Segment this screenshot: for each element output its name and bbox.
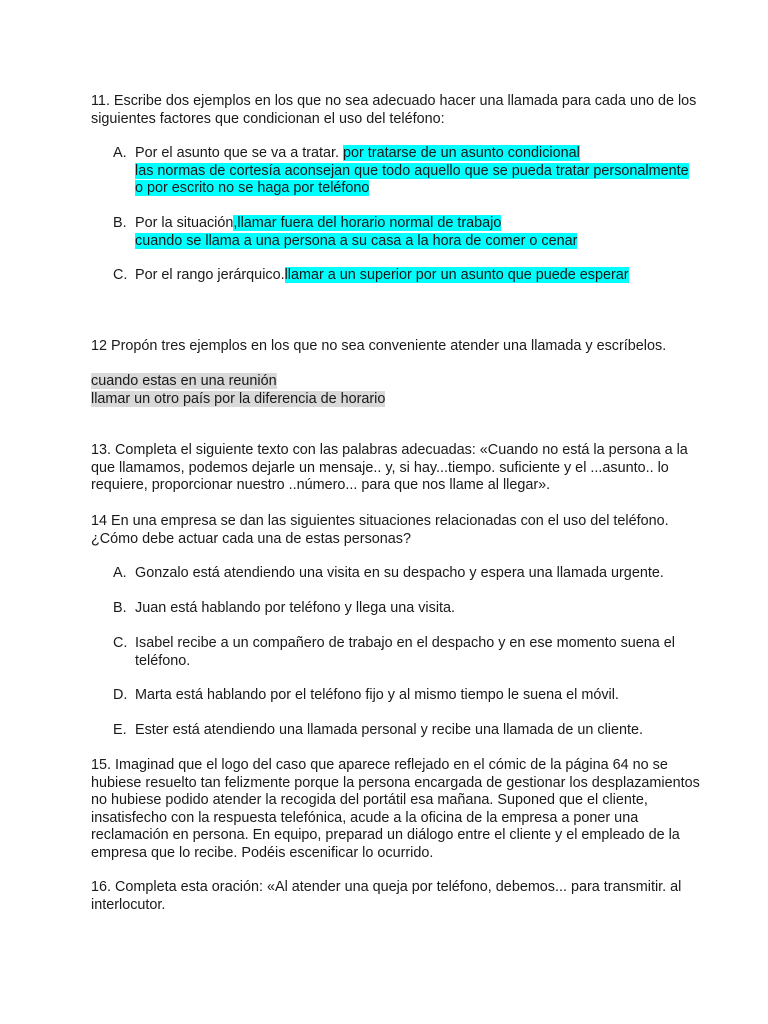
list-marker: D. <box>113 687 128 703</box>
list-marker: B. <box>113 600 127 616</box>
item-text: Por el rango jerárquico. <box>135 267 285 283</box>
list-marker: B. <box>113 215 127 231</box>
question-12-answers <box>91 373 691 408</box>
item-text: Juan está hablando por teléfono y llega una visita. <box>135 600 456 616</box>
list-marker: A. <box>113 565 127 581</box>
highlighted-answer: las normas de cortesía aconsejan que todo aquello que se pueda tratar personalmente <box>135 162 689 179</box>
list-marker: E. <box>113 722 127 738</box>
list-marker: C. <box>113 635 128 651</box>
question-14 <box>91 513 691 548</box>
list-marker: A. <box>113 145 127 161</box>
highlighted-answer: por tratarse de un asunto condicional <box>343 145 580 161</box>
question-13 <box>91 442 691 495</box>
question-15 <box>91 757 700 862</box>
question-15-line-4: insatisfecho con la respuesta telefónica, acude a la oficina de la empresa a poner una <box>91 809 639 826</box>
question-14-line-1: 14 En una empresa se dan las siguientes situaciones relacionadas con el uso del teléfono. <box>91 513 669 529</box>
question-12-line-1: 12 Propón tres ejemplos en los que no sea conveniente atender una llamada y escríbelos. <box>91 338 667 354</box>
highlighted-answer: ,llamar fuera del horario normal de trabajo <box>233 215 502 231</box>
item-text: Ester está atendiendo una llamada personal y recibe una llamada de un cliente. <box>135 722 644 738</box>
item-text: Por el asunto que se va a tratar. <box>135 145 343 161</box>
item-text: Gonzalo está atendiendo una visita en su despacho y espera una llamada urgente. <box>135 565 664 581</box>
question-15-line-1: 15. Imaginad que el logo del caso que aparece reflejado en el cómic de la página 64 no se <box>91 757 668 773</box>
question-16-line-2: interlocutor. <box>91 896 166 913</box>
item-text: Por la situación <box>135 215 234 231</box>
list-marker: C. <box>113 267 128 283</box>
question-11-line-1: 11. Escribe dos ejemplos en los que no sea adecuado hacer una llamada para cada uno de los <box>91 93 697 109</box>
question-15-line-3: no hubiese podido atender la recogida del portátil esa mañana. Suponed que el cliente, <box>91 792 648 808</box>
highlighted-answer: llamar un otro país por la diferencia de horario <box>91 390 386 407</box>
question-13-line-2: que llamamos, podemos dejarle un mensaje.. y, si hay...tiempo. suficiente y el ...asunto.. lo <box>91 459 669 476</box>
highlighted-answer: cuando se llama a una persona a su casa a la hora de comer o cenar <box>135 232 578 249</box>
question-15-line-2: hubiese resuelto tan felizmente porque la persona encargada de gestionar los desplazamientos <box>91 774 700 791</box>
highlighted-answer: cuando estas en una reunión <box>91 373 277 389</box>
question-11 <box>91 93 697 128</box>
question-16 <box>91 879 691 914</box>
highlighted-answer: llamar a un superior por un asunto que puede esperar <box>284 267 629 283</box>
question-12 <box>91 338 691 356</box>
question-13-line-3: requiere, proporcionar nuestro ..número... para que nos llame al llegar». <box>91 477 551 493</box>
item-text: Marta está hablando por el teléfono fijo y al mismo tiempo le suena el móvil. <box>135 687 619 703</box>
question-11-line-2: siguientes factores que condicionan el uso del teléfono: <box>91 110 445 127</box>
question-14-line-2: ¿Cómo debe actuar cada una de estas personas? <box>91 530 411 547</box>
question-15-line-5: reclamación en persona. En equipo, preparad un diálogo entre el cliente y el empleado de la <box>91 827 680 843</box>
item-text: teléfono. <box>135 652 191 669</box>
question-15-line-6: empresa que lo recibe. Podéis escenificar lo ocurrido. <box>91 844 434 861</box>
item-text: Isabel recibe a un compañero de trabajo en el despacho y en ese momento suena el <box>135 635 676 651</box>
question-13-line-1: 13. Completa el siguiente texto con las palabras adecuadas: «Cuando no está la persona a la <box>91 442 688 458</box>
question-16-line-1: 16. Completa esta oración: «Al atender una queja por teléfono, debemos... para transmitir. al <box>91 879 682 895</box>
highlighted-answer: o por escrito no se haga por teléfono <box>135 180 370 196</box>
